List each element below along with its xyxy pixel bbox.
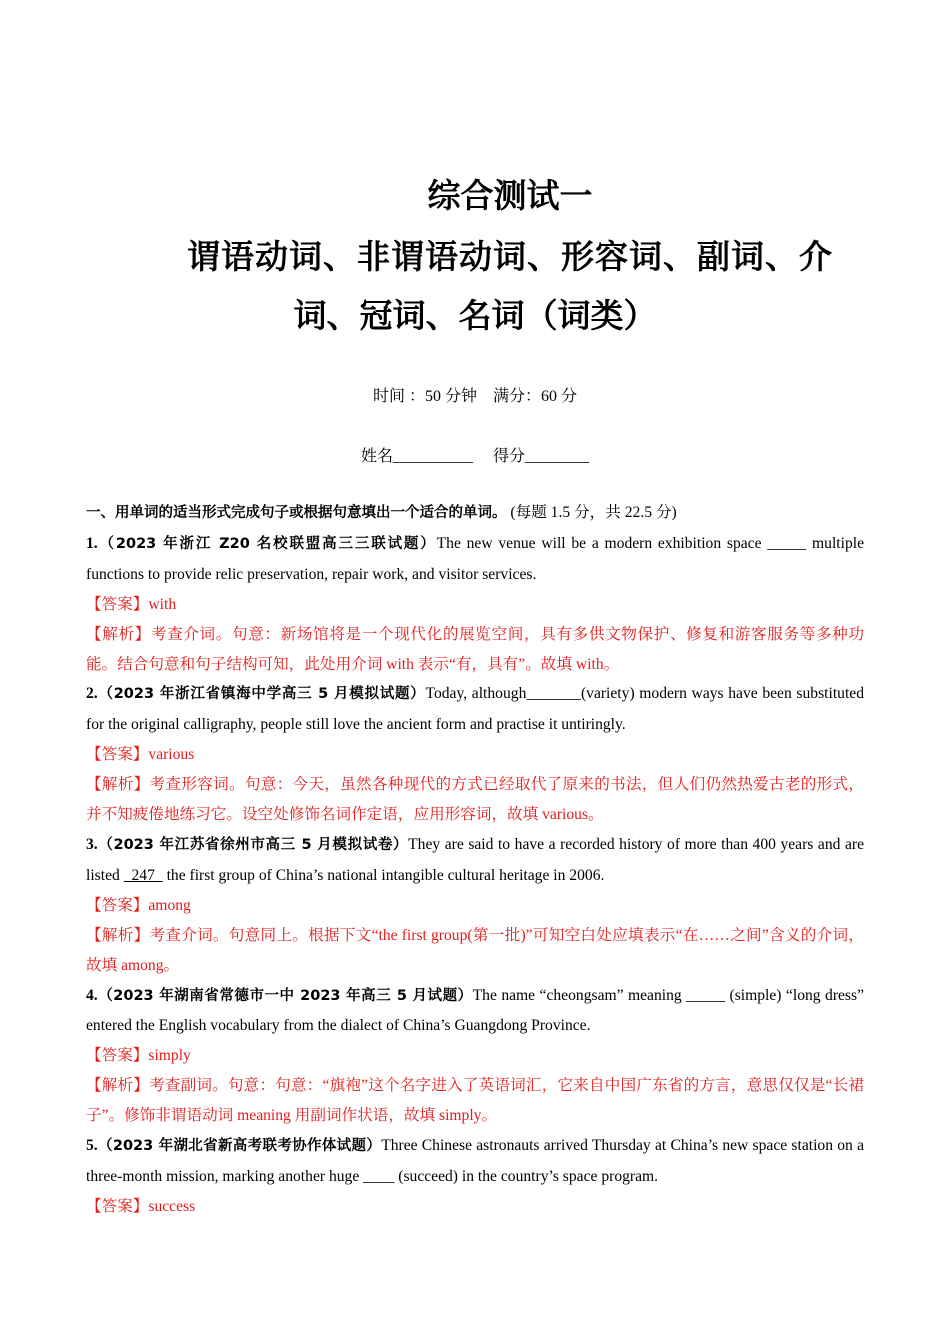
- analysis-3: [86, 921, 864, 981]
- question-blank: _____: [767, 534, 807, 552]
- name-label: 姓名: [360, 448, 393, 465]
- question-number: 2.: [86, 685, 98, 703]
- question-source: （2023 年湖北省新高考联考协作体试题）: [97, 1138, 382, 1155]
- answer-value: various: [148, 746, 195, 764]
- full-score: 满分：60 分: [493, 388, 578, 405]
- question-blank: _____: [686, 986, 726, 1004]
- question-text-after: the first group of China’s national intangible cultural heritage in 2006.: [162, 866, 605, 884]
- question-blank: ____: [363, 1167, 395, 1185]
- question-source: （2023 年浙江省镇海中学高三 5 月模拟试题）: [97, 686, 426, 703]
- question-text-after: (succeed) in the country’s space program.: [394, 1167, 659, 1185]
- analysis-label: 【解析】: [86, 625, 151, 643]
- question-text-before: They are said to have a recorded history of more than 400 years and are listed: [86, 835, 864, 884]
- question-source: （2023 年浙江 Z20 名校联盟高三三联试题）: [97, 535, 437, 552]
- time-limit: 时间 ：50 分钟: [372, 388, 477, 405]
- question-blank: _______: [526, 685, 581, 703]
- question-text-before: The name “cheongsam” meaning: [472, 986, 687, 1004]
- exam-time-score: [0, 383, 950, 406]
- analysis-2: [86, 770, 864, 830]
- question-2: [86, 679, 864, 740]
- analysis-text: 考查副词。句意：句意：“旗袍”这个名字进入了英语词汇，它来自中国广东省的方言，意思仅仅是“长裙子”。修饰非谓语动词 meaning 用副词作状语，故填 simply。: [86, 1077, 864, 1125]
- answer-2: [86, 740, 864, 770]
- question-blank: 247: [123, 866, 163, 884]
- answer-1: [86, 590, 864, 620]
- doc-title: 综合测试一: [427, 176, 593, 215]
- question-text-after: (simple) “long dress” entered the English vocabulary from the dialect of China’s Guangdong Province.: [86, 986, 864, 1035]
- question-4: [86, 981, 864, 1042]
- answer-label: 【答案】: [86, 746, 149, 764]
- analysis-text: 考查形容词。句意：今天，虽然各种现代的方式已经取代了原来的书法，但人们仍然热爱古老的形式，并不知疲倦地练习它。设空处修饰名词作定语，应用形容词，故填 various。: [86, 776, 864, 824]
- analysis-label: 【解析】: [86, 776, 150, 794]
- analysis-1: [86, 620, 864, 680]
- question-number: 3.: [86, 835, 98, 853]
- question-number: 5.: [86, 1137, 98, 1155]
- question-3: [86, 830, 864, 891]
- doc-subtitle-line1: 谓语动词、非谓语动词、形容词、副词、介: [187, 237, 833, 276]
- question-1: [86, 529, 864, 590]
- answer-label: 【答案】: [86, 1047, 149, 1065]
- section-points: (每题 1.5 分，共 22.5 分): [510, 504, 677, 521]
- answer-label: 【答案】: [86, 896, 149, 914]
- question-text-after: multiple functions to provide relic preservation, repair work, and visitor services.: [86, 534, 864, 583]
- question-text-before: The new venue will be a modern exhibition space: [436, 534, 768, 552]
- answer-label: 【答案】: [86, 595, 149, 613]
- got-label: 得分: [493, 448, 526, 465]
- question-source: （2023 年江苏省徐州市高三 5 月模拟试卷）: [97, 836, 409, 853]
- question-number: 1.: [86, 534, 98, 552]
- answer-value: simply: [148, 1047, 191, 1065]
- analysis-4: [86, 1071, 864, 1131]
- name-blank: __________: [393, 448, 473, 465]
- question-content: [86, 498, 864, 1222]
- question-text-before: Three Chinese astronauts arrived Thursday at China’s new space station on a three-month mission, marking another huge: [86, 1137, 864, 1185]
- answer-value: success: [148, 1197, 196, 1215]
- answer-value: among: [148, 896, 191, 914]
- analysis-label: 【解析】: [86, 1077, 150, 1095]
- analysis-text: 考查介词。句意同上。根据下文“the first group(第一批)”可知空白处应填表示“在……之间”含义的介词，故填 among。: [86, 926, 864, 974]
- answer-3: [86, 891, 864, 921]
- section-heading: [86, 498, 864, 529]
- doc-subtitle-line2: 词、冠词、名词（词类）: [293, 296, 657, 335]
- name-score-fields: [0, 443, 950, 466]
- got-blank: ________: [525, 448, 590, 465]
- analysis-text: 考查介词。句意：新场馆将是一个现代化的展览空间，具有多供文物保护、修复和游客服务等多种功能。结合句意和句子结构可知，此处用介词 with 表示“有，具有”。故填 with。: [86, 625, 864, 673]
- question-number: 4.: [86, 986, 98, 1004]
- section-title: 一、用单词的适当形式完成句子或根据句意填出一个适合的单词。: [86, 505, 507, 521]
- question-5: [86, 1131, 864, 1192]
- question-text-before: Today, although: [425, 685, 527, 703]
- analysis-label: 【解析】: [86, 926, 150, 944]
- answer-4: [86, 1041, 864, 1071]
- answer-5: [86, 1192, 864, 1222]
- answer-value: with: [148, 595, 177, 613]
- question-text-after: (variety) modern ways have been substituted for the original calligraphy, people still love the ancient form and practise it untiringly.: [86, 685, 864, 734]
- question-source: （2023 年湖南省常德市一中 2023 年高三 5 月试题）: [97, 987, 473, 1004]
- answer-label: 【答案】: [86, 1197, 149, 1215]
